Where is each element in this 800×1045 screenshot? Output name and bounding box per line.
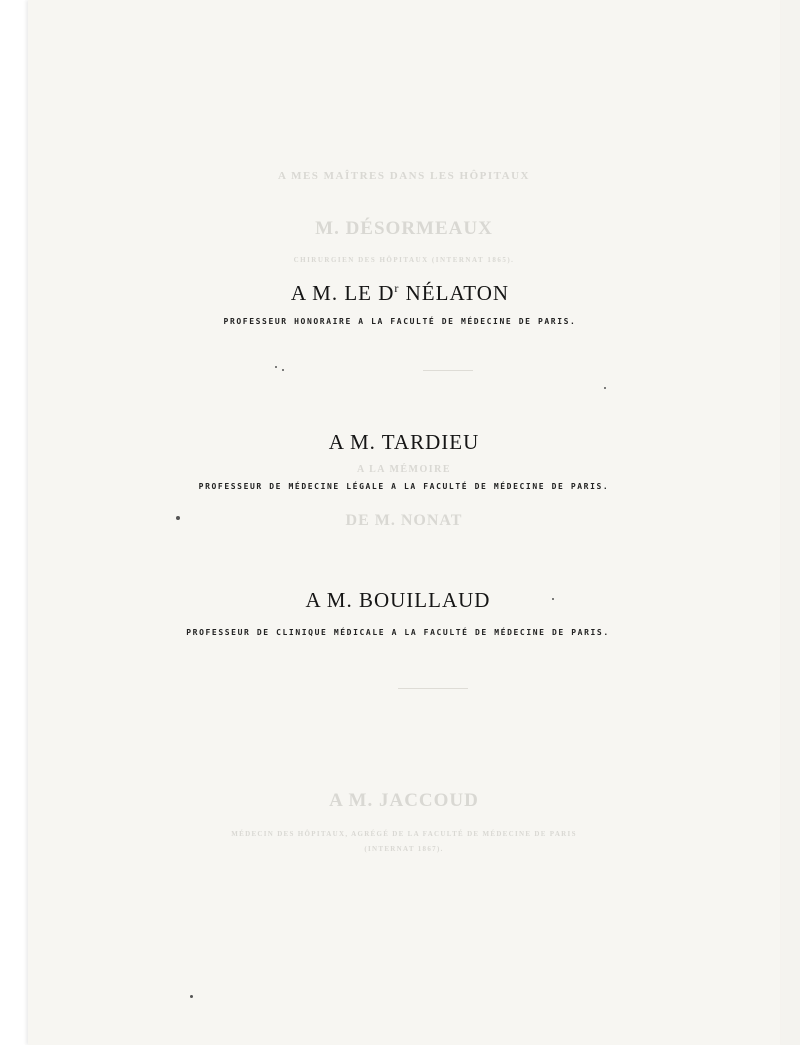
dedication-tardieu	[4, 430, 800, 491]
bleed-through-heading: A MES MAÎTRES DANS LES HÔPITAUX	[278, 170, 530, 182]
bleed-through-rule	[423, 370, 473, 371]
bleed-through-subtitle-4: (INTERNAT 1867).	[364, 845, 444, 853]
dedication-bouillaud	[0, 588, 798, 637]
dedicatee-title: PROFESSEUR DE CLINIQUE MÉDICALE A LA FACULTÉ DE MÉDECINE DE PARIS.	[186, 628, 610, 637]
document-page	[28, 0, 780, 1045]
scan-speck	[176, 516, 180, 520]
bleed-through-name-2: DE M. NONAT	[345, 512, 463, 529]
dedication-nelaton	[0, 281, 800, 326]
bleed-through-memory: A LA MÉMOIRE	[356, 464, 452, 475]
scan-margin	[0, 0, 28, 1045]
scan-speck	[552, 598, 554, 600]
scan-speck	[275, 366, 277, 368]
dedicatee-name: A M. LE $D^r$ NÉLATON	[290, 281, 510, 305]
dedicatee-name: A M. BOUILLAUD	[305, 588, 491, 612]
scan-speck	[282, 369, 284, 371]
scan-speck	[190, 995, 193, 998]
dedicatee-title: PROFESSEUR HONORAIRE A LA FACULTÉ DE MÉDECINE DE PARIS.	[223, 317, 577, 326]
bleed-through-subtitle-3: MÉDECIN DES HÔPITAUX, AGRÉGÉ DE LA FACULTÉ DE MÉDECINE DE PARIS	[231, 830, 577, 838]
bleed-through-name: M. DÉSORMEAUX	[315, 218, 493, 239]
scan-speck	[604, 387, 606, 389]
dedicatee-title: PROFESSEUR DE MÉDECINE LÉGALE A LA FACULTÉ DE MÉDECINE DE PARIS.	[198, 482, 610, 491]
bleed-through-name-3: A M. JACCOUD	[329, 790, 479, 811]
bleed-through-rule	[398, 688, 468, 689]
bleed-through-subtitle: CHIRURGIEN DES HÔPITAUX (INTERNAT 1865).	[293, 256, 515, 264]
dedicatee-name: A M. TARDIEU	[328, 430, 480, 454]
